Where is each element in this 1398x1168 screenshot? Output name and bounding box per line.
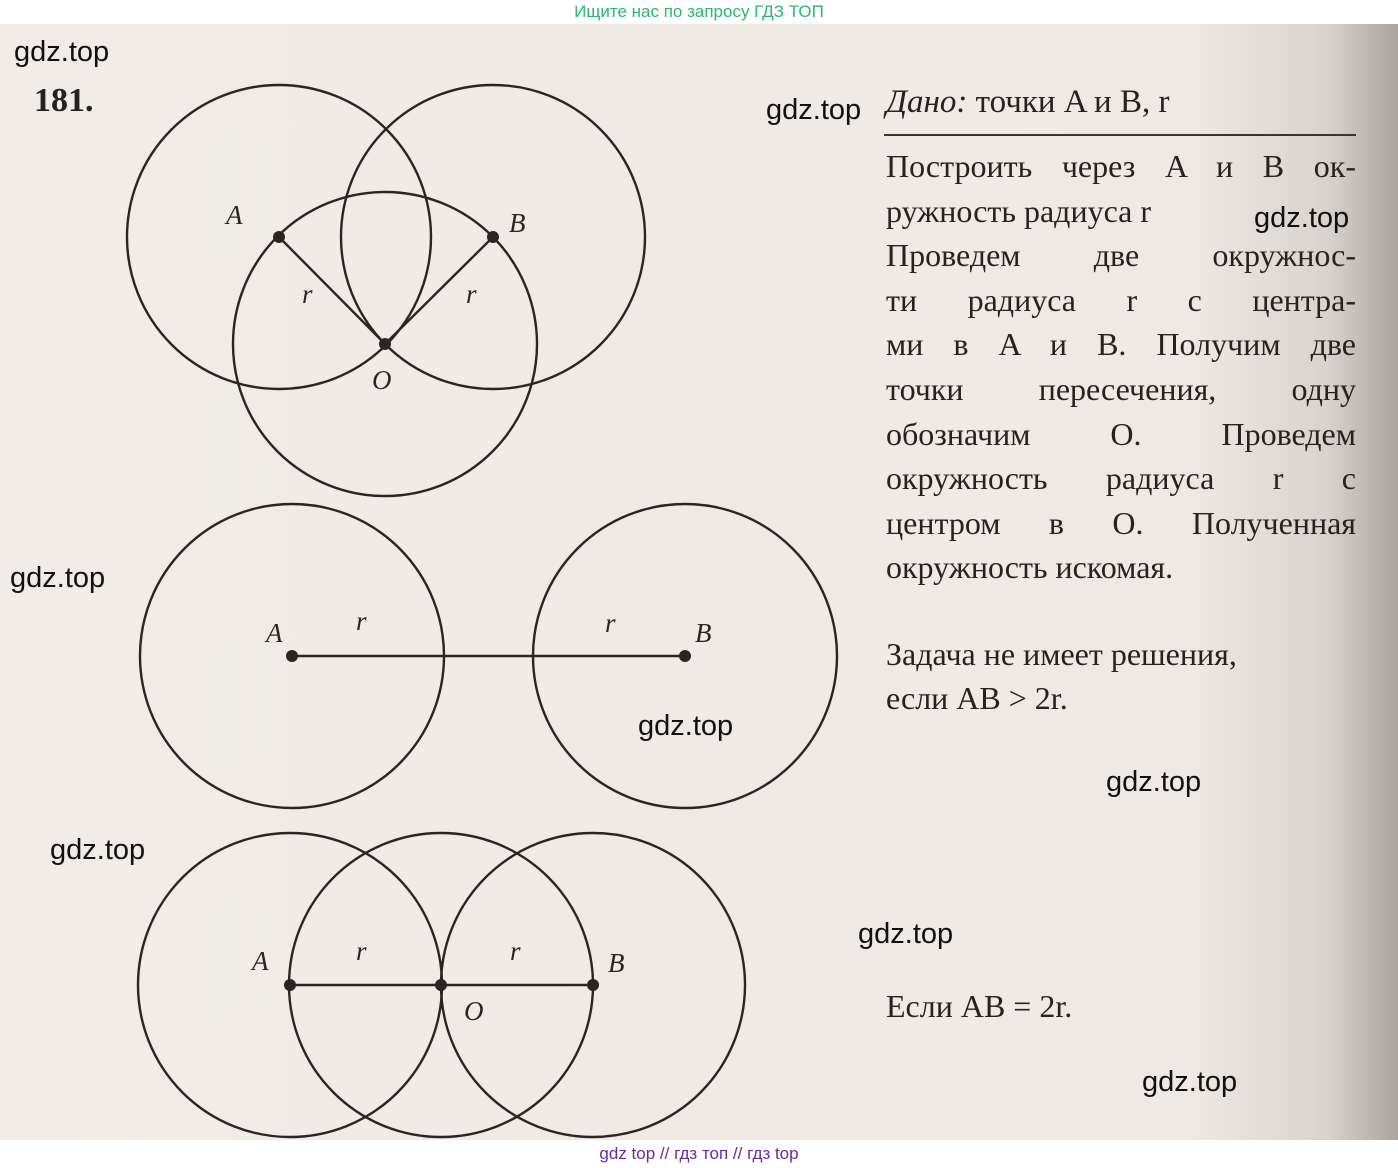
watermark: gdz.top (14, 36, 110, 68)
watermark: gdz.top (10, 562, 106, 594)
point-o-fig3 (435, 979, 447, 991)
solution-line: обозначим O. Проведем (886, 415, 1356, 452)
condition-line: Задача не имеет решения, (886, 636, 1237, 672)
label-r-left: r (302, 279, 313, 309)
radius-segment-bo (385, 237, 493, 344)
point-a-fig3 (284, 979, 296, 991)
textbook-page (0, 24, 1398, 1140)
equal-case-condition: Если AB = 2r. (886, 988, 1073, 1024)
label-o-fig3: O (464, 996, 484, 1026)
label-a-fig2: A (266, 618, 283, 648)
given-statement (886, 84, 1169, 121)
solution-line: окружность искомая. (886, 549, 1174, 586)
given-label: Дано: (886, 84, 968, 120)
label-r-fig3-right: r (510, 936, 521, 966)
condition-line: если AB > 2r. (886, 680, 1068, 716)
label-o: O (372, 365, 392, 395)
label-b: B (509, 208, 526, 238)
label-a-fig3: A (252, 946, 269, 976)
label-r-fig3-left: r (356, 936, 367, 966)
no-solution-condition (886, 632, 1356, 720)
solution-line: точки пересечения, одну (886, 370, 1356, 407)
point-b-fig2 (679, 650, 691, 662)
label-r-fig2-left: r (356, 606, 367, 636)
watermark: gdz.top (1254, 202, 1350, 234)
solution-line: ми в A и B. Получим две (886, 326, 1356, 363)
solution-line: Построить через A и B ок- (886, 148, 1356, 184)
point-b (487, 231, 499, 243)
problem-number: 181. (34, 82, 94, 119)
point-a-fig2 (286, 650, 298, 662)
top-banner[interactable]: Ищите нас по запросу ГДЗ ТОП (574, 2, 824, 21)
solution-line: ти радиуса r с центра- (886, 281, 1356, 318)
point-o (379, 338, 391, 350)
label-a: A (226, 200, 243, 230)
given-text: точки A и B, r (975, 84, 1170, 120)
solution-line: ружность радиуса r (886, 192, 1152, 229)
divider-rule (884, 134, 1356, 136)
label-b-fig3: B (608, 948, 625, 978)
solution-line: окружность радиуса r с (886, 460, 1356, 497)
solution-line: центром в O. Полученная (886, 504, 1356, 541)
label-r-right: r (466, 279, 477, 309)
watermark: gdz.top (638, 710, 734, 742)
label-b-fig2: B (695, 618, 712, 648)
label-r-fig2-right: r (605, 608, 616, 638)
point-b-fig3 (587, 979, 599, 991)
solution-line: Проведем две окружнос- (886, 237, 1356, 274)
watermark: gdz.top (1106, 766, 1202, 798)
radius-segment-ao (279, 237, 385, 344)
watermark: gdz.top (1142, 1066, 1238, 1098)
watermark: gdz.top (858, 918, 954, 950)
bottom-banner[interactable]: gdz top // гдз топ // гдз top (599, 1144, 799, 1163)
point-a (273, 231, 285, 243)
watermark: gdz.top (50, 834, 146, 866)
watermark: gdz.top (766, 94, 862, 126)
